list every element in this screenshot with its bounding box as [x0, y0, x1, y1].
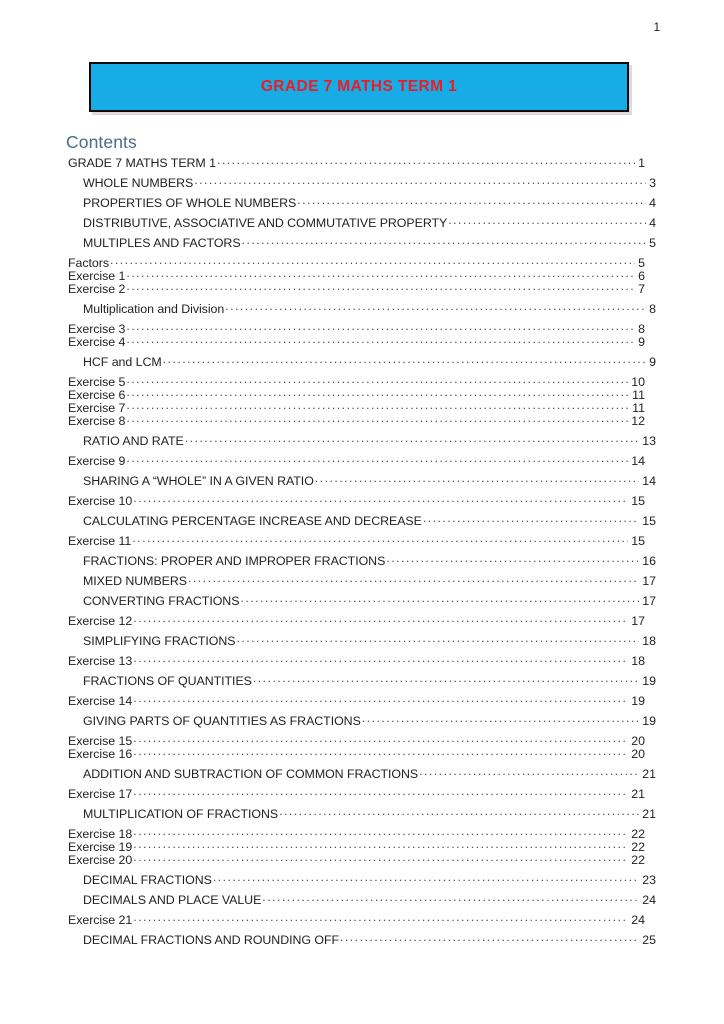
toc-entry[interactable] [0, 572, 724, 588]
toc-dot-leader [213, 871, 639, 884]
toc-entry-label: RATIO AND RATE [83, 434, 184, 448]
toc-dot-leader [126, 333, 635, 346]
toc-dot-leader [448, 214, 646, 227]
toc-entry-page-number: 20 [631, 734, 645, 748]
toc-dot-leader [194, 174, 646, 187]
toc-entry-label: Exercise 15 [68, 734, 133, 748]
toc-entry-label: Exercise 9 [68, 454, 126, 468]
toc-dot-leader [132, 532, 628, 545]
toc-entry-label: GRADE 7 MATHS TERM 1 [68, 156, 216, 170]
toc-entry[interactable] [0, 353, 724, 369]
toc-entry-page-number: 18 [631, 654, 645, 668]
toc-entry[interactable] [0, 652, 724, 668]
toc-dot-leader [253, 672, 639, 685]
toc-entry-label: Exercise 16 [68, 747, 133, 761]
toc-entry-label: SIMPLIFYING FRACTIONS [83, 634, 236, 648]
toc-entry[interactable] [0, 333, 724, 349]
toc-entry[interactable] [0, 194, 724, 210]
toc-entry-page-number: 13 [642, 434, 656, 448]
toc-entry[interactable] [0, 280, 724, 296]
toc-entry-page-number: 18 [642, 634, 656, 648]
toc-entry-page-number: 4 [649, 196, 656, 210]
toc-dot-leader [279, 805, 639, 818]
toc-entry-page-number: 7 [638, 282, 645, 296]
toc-entry[interactable] [0, 472, 724, 488]
toc-entry-page-number: 9 [638, 335, 645, 349]
toc-entry-page-number: 5 [638, 256, 645, 270]
toc-dot-leader [133, 732, 628, 745]
toc-dot-leader [133, 785, 628, 798]
toc-entry[interactable] [0, 552, 724, 568]
toc-entry-label: Exercise 18 [68, 827, 133, 841]
toc-dot-leader [126, 320, 635, 333]
toc-entry-label: Exercise 10 [68, 494, 133, 508]
toc-entry[interactable] [0, 732, 724, 748]
toc-entry[interactable] [0, 592, 724, 608]
toc-entry-label: Exercise 5 [68, 375, 126, 389]
toc-entry-page-number: 14 [631, 454, 645, 468]
toc-entry-label: WHOLE NUMBERS [83, 176, 194, 190]
toc-entry-label: Factors [68, 256, 109, 270]
toc-entry[interactable] [0, 174, 724, 190]
toc-entry-label: DECIMAL FRACTIONS [83, 873, 212, 887]
toc-entry-page-number: 23 [642, 873, 656, 887]
toc-entry-page-number: 21 [631, 787, 645, 801]
toc-entry-label: FRACTIONS OF QUANTITIES [83, 674, 252, 688]
toc-entry-label: Exercise 7 [68, 401, 126, 415]
toc-dot-leader [240, 592, 639, 605]
toc-entry-page-number: 17 [642, 594, 656, 608]
toc-entry[interactable] [0, 805, 724, 821]
toc-entry-page-number: 22 [631, 853, 645, 867]
toc-entry-page-number: 14 [642, 474, 656, 488]
toc-entry-page-number: 9 [649, 355, 656, 369]
toc-entry-page-number: 8 [649, 302, 656, 316]
toc-entry[interactable] [0, 254, 724, 270]
toc-entry-label: PROPERTIES OF WHOLE NUMBERS [83, 196, 297, 210]
toc-dot-leader [315, 472, 639, 485]
toc-entry-page-number: 3 [649, 176, 656, 190]
toc-entry[interactable] [0, 412, 724, 428]
toc-entry-label: FRACTIONS: PROPER AND IMPROPER FRACTIONS [83, 554, 386, 568]
toc-entry-page-number: 11 [632, 401, 645, 415]
toc-dot-leader [126, 267, 635, 280]
toc-entry[interactable] [0, 632, 724, 648]
toc-entry-page-number: 22 [631, 827, 645, 841]
toc-entry-label: DISTRIBUTIVE, ASSOCIATIVE AND COMMUTATIVE PROPERTY [83, 216, 448, 230]
toc-entry[interactable] [0, 785, 724, 801]
toc-entry-label: Exercise 17 [68, 787, 133, 801]
toc-entry[interactable] [0, 871, 724, 887]
toc-entry-label: Exercise 19 [68, 840, 133, 854]
toc-entry-page-number: 21 [642, 767, 656, 781]
toc-dot-leader [126, 412, 628, 425]
toc-entry[interactable] [0, 452, 724, 468]
toc-entry-label: Exercise 4 [68, 335, 126, 349]
toc-entry[interactable] [0, 512, 724, 528]
toc-entry[interactable] [0, 386, 724, 402]
toc-entry-page-number: 20 [631, 747, 645, 761]
toc-entry-label: GIVING PARTS OF QUANTITIES AS FRACTIONS [83, 714, 361, 728]
toc-dot-leader [133, 838, 628, 851]
toc-entry-page-number: 6 [638, 269, 645, 283]
toc-entry[interactable] [0, 492, 724, 508]
toc-entry[interactable] [0, 765, 724, 781]
toc-entry-page-number: 15 [642, 514, 656, 528]
toc-entry[interactable] [0, 931, 724, 947]
toc-dot-leader [163, 353, 646, 366]
toc-entry-label: MIXED NUMBERS [83, 574, 187, 588]
toc-dot-leader [340, 931, 639, 944]
toc-dot-leader [362, 712, 639, 725]
toc-dot-leader [133, 492, 628, 505]
toc-entry-page-number: 17 [642, 574, 656, 588]
toc-entry-page-number: 12 [631, 414, 645, 428]
toc-entry[interactable] [0, 745, 724, 761]
toc-entry[interactable] [0, 825, 724, 841]
toc-entry[interactable] [0, 851, 724, 867]
toc-dot-leader [126, 452, 628, 465]
toc-entry-label: Exercise 8 [68, 414, 126, 428]
document-title: GRADE 7 MATHS TERM 1 [260, 78, 458, 95]
table-of-contents [0, 154, 724, 951]
toc-dot-leader [126, 373, 628, 386]
toc-dot-leader [236, 632, 639, 645]
toc-entry-label: DECIMALS AND PLACE VALUE [83, 893, 262, 907]
toc-entry[interactable] [0, 267, 724, 283]
toc-entry-label: Exercise 11 [68, 534, 132, 548]
toc-entry-page-number: 19 [642, 674, 656, 688]
toc-entry-label: SHARING A “WHOLE” IN A GIVEN RATIO [83, 474, 314, 488]
toc-entry-page-number: 19 [642, 714, 656, 728]
toc-dot-leader [419, 765, 639, 778]
toc-entry-page-number: 25 [642, 933, 656, 947]
toc-entry-label: CONVERTING FRACTIONS [83, 594, 240, 608]
toc-entry[interactable] [0, 399, 724, 415]
toc-dot-leader [262, 891, 639, 904]
toc-dot-leader [242, 234, 647, 247]
toc-dot-leader [133, 825, 628, 838]
toc-entry-page-number: 4 [649, 216, 656, 230]
toc-entry-page-number: 21 [642, 807, 656, 821]
toc-entry-label: DECIMAL FRACTIONS AND ROUNDING OFF [83, 933, 339, 947]
toc-entry-page-number: 10 [631, 375, 645, 389]
toc-entry-page-number: 11 [632, 388, 645, 402]
toc-dot-leader [297, 194, 646, 207]
toc-entry[interactable] [0, 712, 724, 728]
toc-entry-page-number: 1 [638, 156, 645, 170]
toc-dot-leader [126, 386, 629, 399]
toc-entry-label: Exercise 13 [68, 654, 133, 668]
toc-entry-page-number: 15 [631, 534, 645, 548]
toc-entry[interactable] [0, 320, 724, 336]
toc-entry-page-number: 22 [631, 840, 645, 854]
toc-entry-label: HCF and LCM [83, 355, 162, 369]
toc-entry-page-number: 8 [638, 322, 645, 336]
toc-entry[interactable] [0, 612, 724, 628]
toc-entry[interactable] [0, 911, 724, 927]
toc-dot-leader [386, 552, 639, 565]
toc-entry-page-number: 17 [631, 614, 645, 628]
toc-entry-page-number: 19 [631, 694, 645, 708]
toc-entry[interactable] [0, 234, 724, 250]
toc-entry-label: Exercise 2 [68, 282, 126, 296]
toc-entry-label: Exercise 21 [68, 913, 133, 927]
toc-entry-label: Multiplication and Division [83, 302, 225, 316]
toc-entry-page-number: 15 [631, 494, 645, 508]
toc-entry-label: Exercise 3 [68, 322, 126, 336]
toc-dot-leader [423, 512, 639, 525]
toc-entry[interactable] [0, 300, 724, 316]
toc-entry-label: Exercise 20 [68, 853, 133, 867]
toc-entry-label: CALCULATING PERCENTAGE INCREASE AND DECREASE [83, 514, 422, 528]
toc-dot-leader [133, 851, 628, 864]
page-number-folio: 1 [653, 22, 660, 34]
toc-entry[interactable] [0, 214, 724, 230]
toc-entry-label: ADDITION AND SUBTRACTION OF COMMON FRACTIONS [83, 767, 419, 781]
toc-dot-leader [185, 432, 639, 445]
title-banner [89, 62, 629, 112]
toc-entry[interactable] [0, 373, 724, 389]
toc-entry[interactable] [0, 432, 724, 448]
toc-dot-leader [133, 911, 628, 924]
toc-dot-leader [133, 612, 628, 625]
toc-entry-label: Exercise 14 [68, 694, 133, 708]
toc-entry-label: MULTIPLICATION OF FRACTIONS [83, 807, 279, 821]
toc-entry[interactable] [0, 154, 724, 170]
toc-dot-leader [133, 652, 628, 665]
toc-entry[interactable] [0, 672, 724, 688]
toc-dot-leader [225, 300, 646, 313]
toc-entry[interactable] [0, 891, 724, 907]
toc-entry[interactable] [0, 692, 724, 708]
toc-entry-label: Exercise 12 [68, 614, 133, 628]
toc-entry-label: Exercise 6 [68, 388, 126, 402]
title-banner-box [89, 62, 629, 112]
toc-dot-leader [133, 745, 628, 758]
toc-entry-label: MULTIPLES AND FACTORS [83, 236, 241, 250]
toc-entry-page-number: 24 [642, 893, 656, 907]
toc-entry-page-number: 16 [642, 554, 656, 568]
toc-entry-page-number: 24 [631, 913, 645, 927]
toc-dot-leader [126, 399, 629, 412]
toc-dot-leader [133, 692, 628, 705]
toc-entry[interactable] [0, 838, 724, 854]
toc-entry-label: Exercise 1 [68, 269, 126, 283]
page-header [0, 20, 724, 36]
toc-dot-leader [217, 154, 635, 167]
toc-entry[interactable] [0, 532, 724, 548]
toc-dot-leader [188, 572, 639, 585]
toc-dot-leader [110, 254, 635, 267]
toc-dot-leader [126, 280, 635, 293]
toc-entry-page-number: 5 [649, 236, 656, 250]
contents-heading: Contents [66, 132, 137, 152]
